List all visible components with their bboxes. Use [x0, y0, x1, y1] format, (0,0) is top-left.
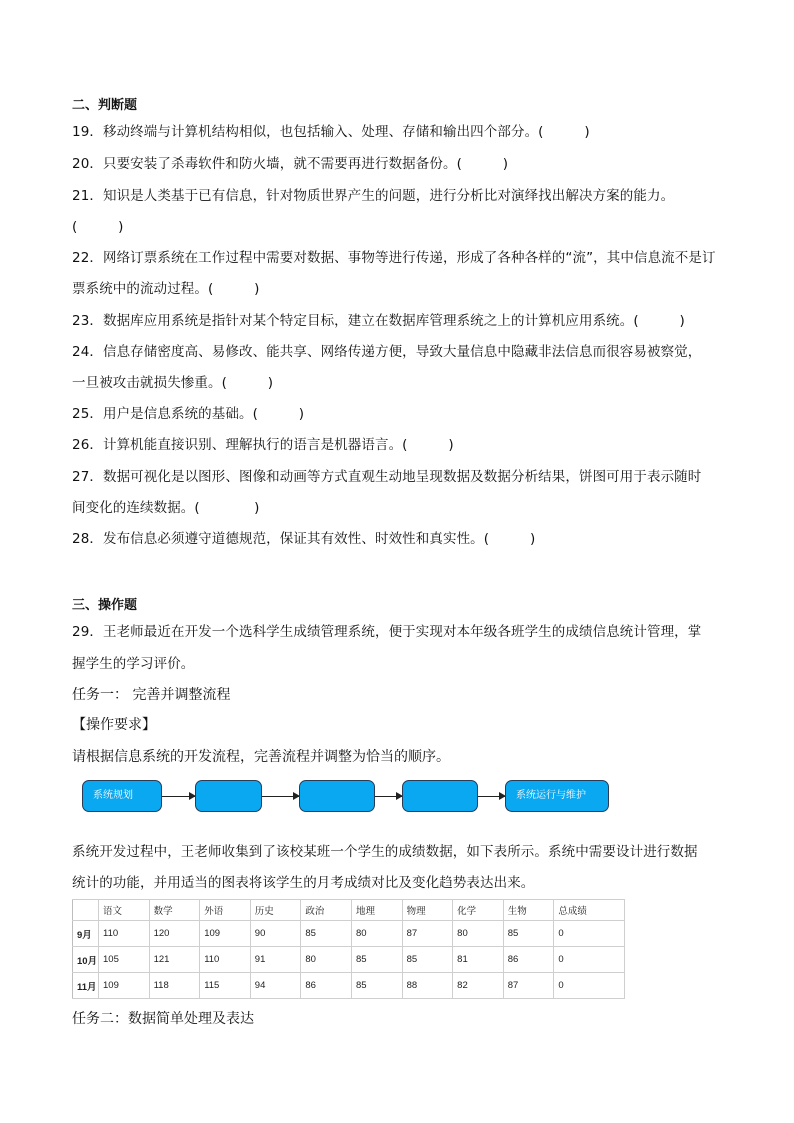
table-cell: 88 — [402, 973, 453, 999]
table-cell: 80 — [453, 921, 504, 947]
table-cell: 85 — [351, 947, 402, 973]
flow-step-blank-1[interactable] — [195, 780, 262, 812]
table-row — [73, 921, 625, 947]
question-24-line2: 一旦被攻击就损失惨重。( ) — [72, 375, 274, 391]
task-two-title: 任务二：数据简单处理及表达 — [72, 1011, 254, 1027]
table-cell: 110 — [200, 947, 251, 973]
score-table — [72, 899, 625, 999]
table-cell: 0 — [554, 947, 625, 973]
operation-requirement-label: 【操作要求】 — [72, 717, 156, 733]
question-29-line2: 握学生的学习评价。 — [72, 656, 195, 672]
question-23: 23．数据库应用系统是指针对某个特定目标，建立在数据库管理系统之上的计算机应用系统。( ) — [72, 313, 685, 329]
question-20: 20．只要安装了杀毒软件和防火墙，就不需要再进行数据备份。( ) — [72, 156, 509, 172]
table-cell: 91 — [250, 947, 301, 973]
table-cell-month: 9月 — [73, 921, 99, 947]
question-29-line1: 29．王老师最近在开发一个选科学生成绩管理系统，便于实现对本年级各班学生的成绩信息统计管理，掌 — [72, 624, 702, 640]
table-cell: 86 — [503, 947, 554, 973]
table-cell: 0 — [554, 973, 625, 999]
flow-arrow — [162, 796, 195, 797]
table-cell: 81 — [453, 947, 504, 973]
question-27-line2: 间变化的连续数据。( ) — [72, 500, 260, 516]
table-header-cell: 地理 — [351, 900, 402, 921]
table-cell-month: 11月 — [73, 973, 99, 999]
table-header-cell: 历史 — [250, 900, 301, 921]
question-27-line1: 27．数据可视化是以图形、图像和动画等方式直观生动地呈现数据及数据分析结果，饼图可用于表示随时 — [72, 469, 702, 485]
section-title-operation: 三、操作题 — [72, 598, 138, 613]
flow-arrow — [262, 796, 299, 797]
flow-step-operation-maintenance: 系统运行与维护 — [505, 780, 609, 812]
question-28: 28．发布信息必须遵守道德规范，保证其有效性、时效性和真实性。( ) — [72, 531, 536, 547]
table-cell: 109 — [200, 921, 251, 947]
table-header-cell: 语文 — [99, 900, 150, 921]
table-cell: 110 — [99, 921, 150, 947]
table-cell: 87 — [503, 973, 554, 999]
flow-step-blank-2[interactable] — [299, 780, 375, 812]
table-header-row — [73, 900, 625, 921]
table-cell: 82 — [453, 973, 504, 999]
table-cell: 0 — [554, 921, 625, 947]
question-25: 25．用户是信息系统的基础。( ) — [72, 406, 305, 422]
table-cell: 85 — [402, 947, 453, 973]
description-line2: 统计的功能，并用适当的图表将该学生的月考成绩对比及变化趋势表达出来。 — [72, 875, 535, 891]
table-cell: 80 — [351, 921, 402, 947]
table-header-cell: 化学 — [453, 900, 504, 921]
description-line1: 系统开发过程中，王老师收集到了该校某班一个学生的成绩数据，如下表所示。系统中需要设计进行数据 — [72, 844, 698, 860]
section-title-judgment: 二、判断题 — [72, 98, 138, 113]
table-cell: 85 — [301, 921, 352, 947]
table-cell: 109 — [99, 973, 150, 999]
flow-arrow — [478, 796, 505, 797]
question-21-line2: ( ) — [72, 219, 124, 235]
table-header-cell: 外语 — [200, 900, 251, 921]
question-19: 19．移动终端与计算机结构相似，也包括输入、处理、存储和输出四个部分。( ) — [72, 124, 590, 140]
question-21-line1: 21．知识是人类基于已有信息，针对物质世界产生的问题，进行分析比对演绎找出解决方案的能力。 — [72, 188, 675, 204]
table-header-cell — [73, 900, 99, 921]
development-flowchart — [80, 780, 620, 816]
table-cell: 94 — [250, 973, 301, 999]
table-cell: 121 — [149, 947, 200, 973]
table-header-cell: 物理 — [402, 900, 453, 921]
table-cell: 90 — [250, 921, 301, 947]
table-cell: 87 — [402, 921, 453, 947]
table-cell-month: 10月 — [73, 947, 99, 973]
table-cell: 120 — [149, 921, 200, 947]
table-cell: 118 — [149, 973, 200, 999]
question-26: 26．计算机能直接识别、理解执行的语言是机器语言。( ) — [72, 437, 454, 453]
flow-instruction: 请根据信息系统的开发流程，完善流程并调整为恰当的顺序。 — [72, 749, 450, 765]
flow-step-blank-3[interactable] — [402, 780, 478, 812]
table-header-cell: 生物 — [503, 900, 554, 921]
table-cell: 86 — [301, 973, 352, 999]
table-row — [73, 973, 625, 999]
table-cell: 105 — [99, 947, 150, 973]
table-row — [73, 947, 625, 973]
question-22-line2: 票系统中的流动过程。( ) — [72, 281, 260, 297]
question-24-line1: 24．信息存储密度高、易修改、能共享、网络传递方便，导致大量信息中隐藏非法信息而很容易被察觉， — [72, 344, 702, 360]
flow-arrow — [375, 796, 402, 797]
table-cell: 115 — [200, 973, 251, 999]
question-22-line1: 22．网络订票系统在工作过程中需要对数据、事物等进行传递，形成了各种各样的“流”，其中信息流不是订 — [72, 250, 716, 266]
table-header-cell: 总成绩 — [554, 900, 625, 921]
task-one-title: 任务一： 完善并调整流程 — [72, 687, 231, 703]
table-cell: 85 — [351, 973, 402, 999]
table-cell: 80 — [301, 947, 352, 973]
table-header-cell: 数学 — [149, 900, 200, 921]
flow-step-system-planning: 系统规划 — [82, 780, 162, 812]
table-cell: 85 — [503, 921, 554, 947]
table-header-cell: 政治 — [301, 900, 352, 921]
